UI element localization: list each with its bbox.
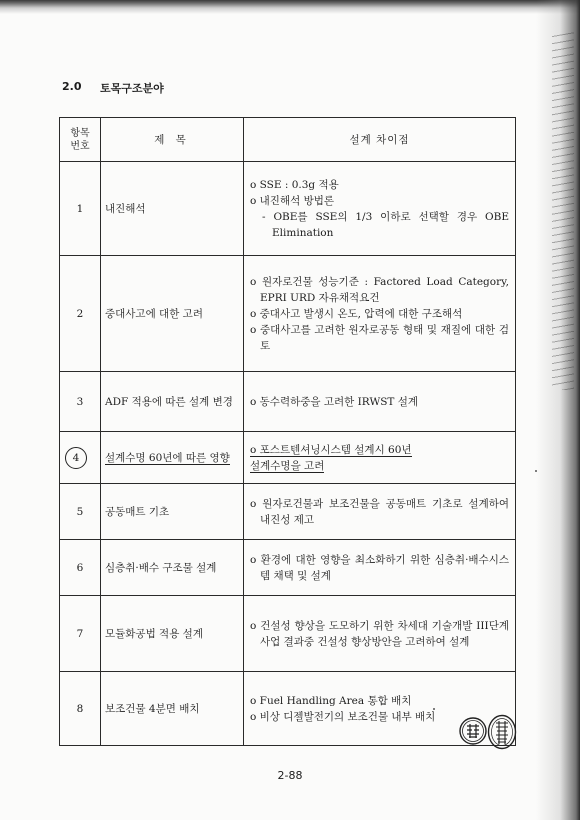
diff-line-underlined: o 포스트텐셔닝시스템 설계시 60년	[250, 443, 412, 456]
diff-line: o 동수력하중을 고려한 IRWST 설계	[250, 395, 419, 408]
row-title: 내진해석	[101, 162, 244, 256]
diff-line	[250, 442, 509, 458]
row-number: 6	[60, 540, 101, 596]
header-item-number	[60, 118, 101, 162]
diff-line: o 중대사고를 고려한 원자로공동 형태 및 재질에 대한 검토	[250, 323, 509, 352]
row-title: 모듈화공법 적용 설계	[101, 596, 244, 672]
row-number: 8	[60, 672, 101, 746]
row-diff	[244, 484, 516, 540]
diff-line: o 원자로건물과 보조건물을 공동매트 기초로 설계하여 내진성 제고	[250, 497, 509, 526]
diff-line: o 내진해석 방법론	[250, 194, 334, 207]
table-header-row	[60, 118, 516, 162]
row-title-underlined: 설계수명 60년에 따른 영향	[105, 451, 230, 464]
table-row	[60, 256, 516, 372]
diff-line: o SSE : 0.3g 적용	[250, 178, 339, 191]
scan-speck	[433, 708, 435, 710]
row-diff	[244, 540, 516, 596]
header-item-number-line2: 번호	[70, 140, 90, 152]
row-number-circled	[60, 432, 101, 484]
row-diff	[244, 596, 516, 672]
scan-speck	[535, 470, 537, 472]
row-title: 공동매트 기초	[101, 484, 244, 540]
row-diff	[244, 372, 516, 432]
section-title: 토목구조분야	[100, 82, 164, 95]
table-row	[60, 372, 516, 432]
approval-seal-icon	[458, 716, 488, 746]
row-title: 심층취·배수 구조물 설계	[101, 540, 244, 596]
diff-line: o 건설성 향상을 도모하기 위한 차세대 기술개발 III단계 사업 결과중 건설성 향상방안을 고려하여 설계	[250, 619, 509, 648]
table-row	[60, 432, 516, 484]
diff-subline: - OBE를 SSE의 1/3 이하로 선택할 경우 OBE Elimination	[262, 210, 509, 239]
diff-line: o 비상 디젤발전기의 보조건물 내부 배치	[250, 710, 436, 723]
row-diff	[244, 432, 516, 484]
row-title	[101, 432, 244, 484]
row-number: 1	[60, 162, 101, 256]
table-row	[60, 484, 516, 540]
row-number: 7	[60, 596, 101, 672]
diff-line: o 환경에 대한 영향을 최소화하기 위한 심층취·배수시스템 채택 및 설계	[250, 553, 509, 582]
design-differences-table	[59, 117, 516, 746]
table-row	[60, 540, 516, 596]
scan-edge-noise	[552, 30, 574, 390]
handwritten-circle: 4	[65, 447, 87, 469]
diff-line: o 중대사고 발생시 온도, 압력에 대한 구조해석	[250, 307, 463, 320]
row-number: 2	[60, 256, 101, 372]
diff-line-underlined: 설계수명을 고려	[250, 459, 325, 472]
scan-top-edge	[0, 0, 580, 14]
table-row	[60, 162, 516, 256]
header-design-difference: 설계 차이점	[244, 118, 516, 162]
diff-line	[250, 458, 509, 474]
stamp-seal-icon	[487, 714, 517, 750]
table-row	[60, 596, 516, 672]
row-number: 3	[60, 372, 101, 432]
row-title: 보조건물 4분면 배치	[101, 672, 244, 746]
row-number: 5	[60, 484, 101, 540]
header-item-number-line1: 항목	[70, 127, 90, 139]
diff-line: o Fuel Handling Area 통합 배치	[250, 694, 412, 707]
page-number: 2-88	[277, 769, 303, 782]
row-diff	[244, 256, 516, 372]
table-row	[60, 672, 516, 746]
diff-line: o 원자로건물 성능기준 : Factored Load Category, EPRI URD 자유채적요건	[250, 275, 509, 304]
row-title: ADF 적용에 따른 설계 변경	[101, 372, 244, 432]
row-title: 중대사고에 대한 고려	[101, 256, 244, 372]
section-number: 2.0	[62, 80, 82, 93]
header-title: 제 목	[101, 118, 244, 162]
row-diff	[244, 162, 516, 256]
